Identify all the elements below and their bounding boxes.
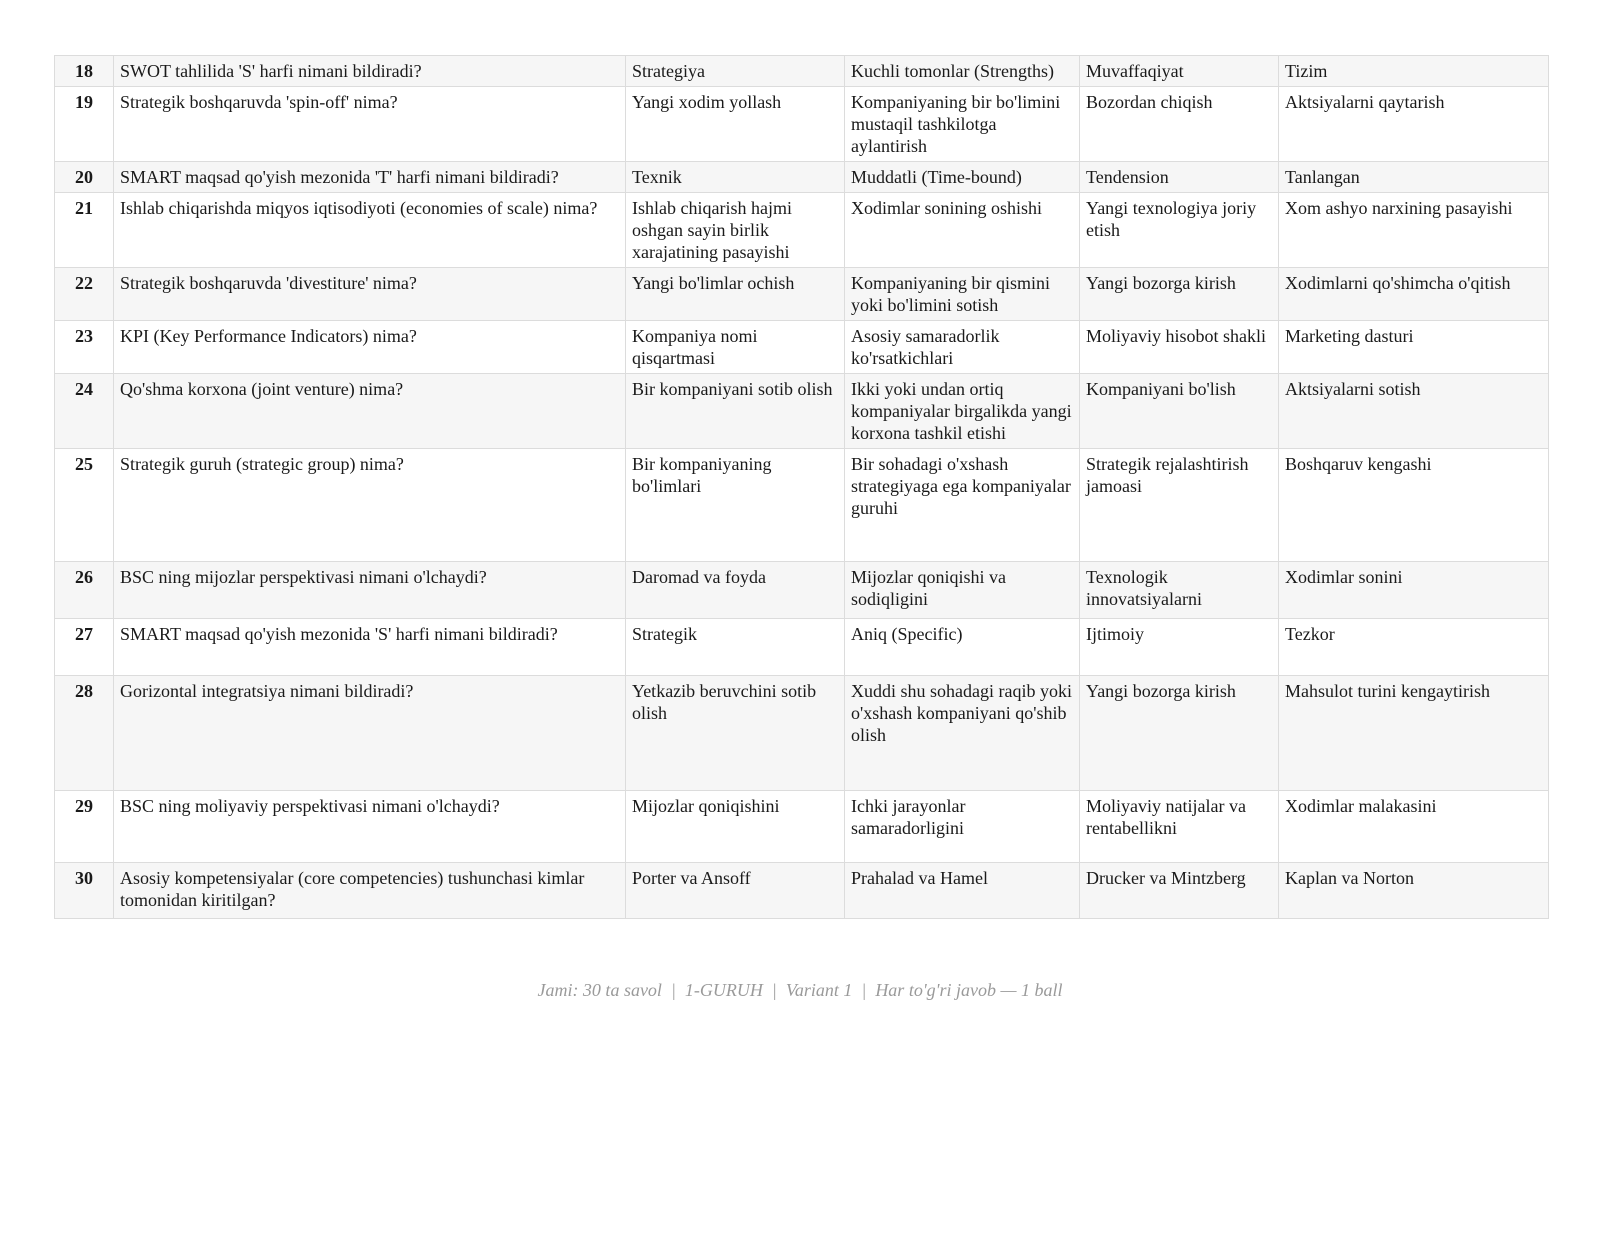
question-text: SMART maqsad qo'yish mezonida 'S' harfi nimani bildiradi?: [114, 619, 626, 676]
option-d: Boshqaruv kengashi: [1279, 449, 1549, 562]
option-c: Yangi bozorga kirish: [1080, 268, 1279, 321]
option-b: Prahalad va Hamel: [845, 863, 1080, 919]
question-text: Asosiy kompetensiyalar (core competencies) tushunchasi kimlar tomonidan kiritilgan?: [114, 863, 626, 919]
option-b: Kompaniyaning bir bo'limini mustaqil tashkilotga aylantirish: [845, 87, 1080, 162]
option-b: Aniq (Specific): [845, 619, 1080, 676]
option-c: Drucker va Mintzberg: [1080, 863, 1279, 919]
question-text: KPI (Key Performance Indicators) nima?: [114, 321, 626, 374]
footer-total: Jami: 30 ta savol: [537, 980, 662, 1000]
option-a: Mijozlar qoniqishini: [626, 791, 845, 863]
footer-group: 1-GURUH: [684, 980, 763, 1000]
option-a: Bir kompaniyaning bo'limlari: [626, 449, 845, 562]
option-d: Tezkor: [1279, 619, 1549, 676]
question-number: 26: [55, 562, 114, 619]
option-c: Kompaniyani bo'lish: [1080, 374, 1279, 449]
question-number: 28: [55, 676, 114, 791]
question-number: 29: [55, 791, 114, 863]
footer-separator: |: [670, 980, 676, 1000]
question-text: SWOT tahlilida 'S' harfi nimani bildiradi?: [114, 56, 626, 87]
question-row: [55, 863, 1549, 919]
option-a: Daromad va foyda: [626, 562, 845, 619]
option-a: Yangi bo'limlar ochish: [626, 268, 845, 321]
question-text: Strategik boshqaruvda 'spin-off' nima?: [114, 87, 626, 162]
option-a: Strategik: [626, 619, 845, 676]
question-text: BSC ning mijozlar perspektivasi nimani o'lchaydi?: [114, 562, 626, 619]
question-number: 21: [55, 193, 114, 268]
footer: [0, 980, 1600, 1001]
question-number: 27: [55, 619, 114, 676]
option-b: Kompaniyaning bir qismini yoki bo'limini sotish: [845, 268, 1080, 321]
option-c: Strategik rejalashtirish jamoasi: [1080, 449, 1279, 562]
option-a: Yangi xodim yollash: [626, 87, 845, 162]
footer-separator: |: [861, 980, 867, 1000]
question-row: [55, 562, 1549, 619]
option-c: Yangi texnologiya joriy etish: [1080, 193, 1279, 268]
option-c: Tendension: [1080, 162, 1279, 193]
option-d: Mahsulot turini kengaytirish: [1279, 676, 1549, 791]
option-c: Bozordan chiqish: [1080, 87, 1279, 162]
question-row: [55, 374, 1549, 449]
question-row: [55, 619, 1549, 676]
option-d: Xom ashyo narxining pasayishi: [1279, 193, 1549, 268]
footer-scoring: Har to'g'ri javob — 1 ball: [875, 980, 1063, 1000]
option-b: Asosiy samaradorlik ko'rsatkichlari: [845, 321, 1080, 374]
question-row: [55, 87, 1549, 162]
option-b: Kuchli tomonlar (Strengths): [845, 56, 1080, 87]
question-text: Ishlab chiqarishda miqyos iqtisodiyoti (economies of scale) nima?: [114, 193, 626, 268]
question-number: 20: [55, 162, 114, 193]
question-number: 19: [55, 87, 114, 162]
option-a: Kompaniya nomi qisqartmasi: [626, 321, 845, 374]
footer-separator: |: [771, 980, 777, 1000]
option-b: Xodimlar sonining oshishi: [845, 193, 1080, 268]
option-b: Xuddi shu sohadagi raqib yoki o'xshash kompaniyani qo'shib olish: [845, 676, 1080, 791]
question-text: Gorizontal integratsiya nimani bildiradi?: [114, 676, 626, 791]
option-d: Tanlangan: [1279, 162, 1549, 193]
option-d: Xodimlar malakasini: [1279, 791, 1549, 863]
question-row: [55, 193, 1549, 268]
option-d: Marketing dasturi: [1279, 321, 1549, 374]
option-d: Xodimlarni qo'shimcha o'qitish: [1279, 268, 1549, 321]
option-b: Mijozlar qoniqishi va sodiqligini: [845, 562, 1080, 619]
option-c: Moliyaviy hisobot shakli: [1080, 321, 1279, 374]
option-d: Kaplan va Norton: [1279, 863, 1549, 919]
question-row: [55, 321, 1549, 374]
question-row: [55, 791, 1549, 863]
option-a: Yetkazib beruvchini sotib olish: [626, 676, 845, 791]
question-number: 30: [55, 863, 114, 919]
option-b: Ichki jarayonlar samaradorligini: [845, 791, 1080, 863]
question-number: 22: [55, 268, 114, 321]
option-d: Aktsiyalarni sotish: [1279, 374, 1549, 449]
option-c: Muvaffaqiyat: [1080, 56, 1279, 87]
option-b: Ikki yoki undan ortiq kompaniyalar birgalikda yangi korxona tashkil etishi: [845, 374, 1080, 449]
option-c: Moliyaviy natijalar va rentabellikni: [1080, 791, 1279, 863]
question-row: [55, 162, 1549, 193]
option-c: Texnologik innovatsiyalarni: [1080, 562, 1279, 619]
option-a: Strategiya: [626, 56, 845, 87]
option-b: Bir sohadagi o'xshash strategiyaga ega kompaniyalar guruhi: [845, 449, 1080, 562]
question-text: SMART maqsad qo'yish mezonida 'T' harfi nimani bildiradi?: [114, 162, 626, 193]
question-text: Strategik boshqaruvda 'divestiture' nima?: [114, 268, 626, 321]
question-text: BSC ning moliyaviy perspektivasi nimani o'lchaydi?: [114, 791, 626, 863]
quiz-table: [54, 55, 1549, 919]
question-row: [55, 56, 1549, 87]
question-number: 23: [55, 321, 114, 374]
option-a: Texnik: [626, 162, 845, 193]
question-row: [55, 449, 1549, 562]
question-number: 18: [55, 56, 114, 87]
option-d: Tizim: [1279, 56, 1549, 87]
option-a: Porter va Ansoff: [626, 863, 845, 919]
footer-variant: Variant 1: [785, 980, 853, 1000]
option-d: Xodimlar sonini: [1279, 562, 1549, 619]
option-b: Muddatli (Time-bound): [845, 162, 1080, 193]
option-a: Ishlab chiqarish hajmi oshgan sayin birlik xarajatining pasayishi: [626, 193, 845, 268]
question-number: 25: [55, 449, 114, 562]
option-a: Bir kompaniyani sotib olish: [626, 374, 845, 449]
question-text: Strategik guruh (strategic group) nima?: [114, 449, 626, 562]
option-c: Yangi bozorga kirish: [1080, 676, 1279, 791]
question-number: 24: [55, 374, 114, 449]
option-c: Ijtimoiy: [1080, 619, 1279, 676]
question-row: [55, 268, 1549, 321]
option-d: Aktsiyalarni qaytarish: [1279, 87, 1549, 162]
question-text: Qo'shma korxona (joint venture) nima?: [114, 374, 626, 449]
question-row: [55, 676, 1549, 791]
